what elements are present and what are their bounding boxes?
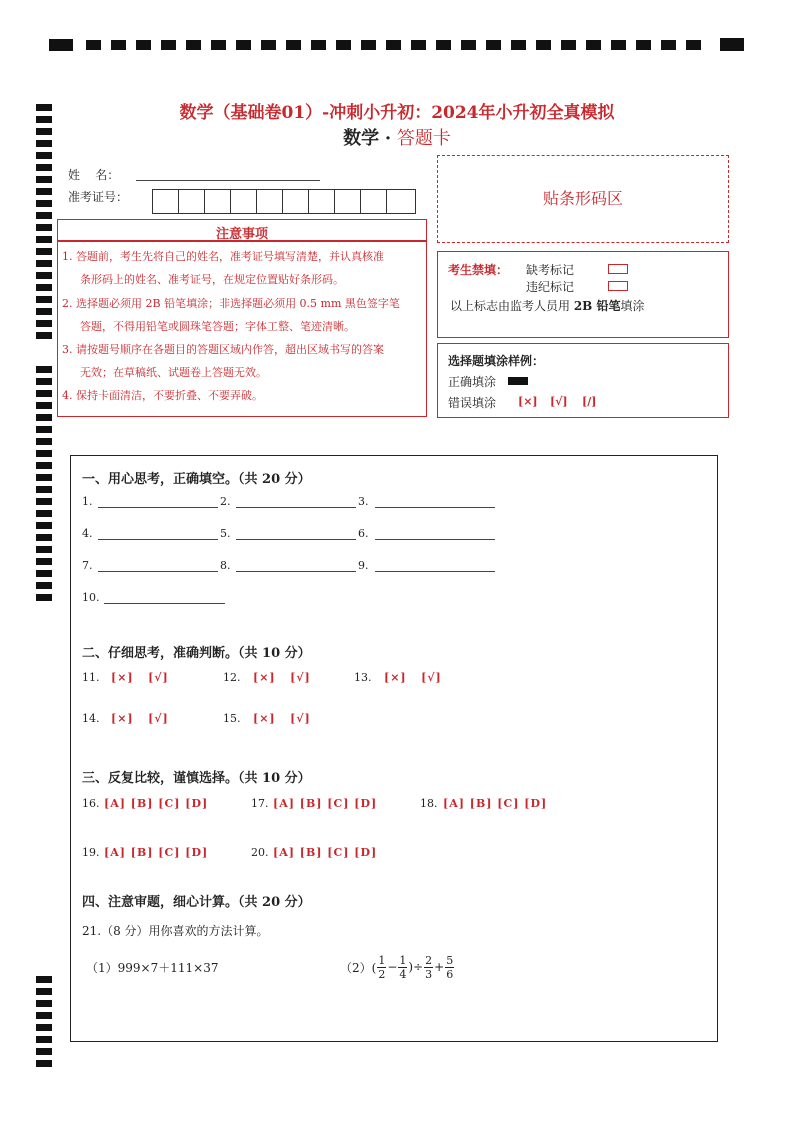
subtitle-answer-card: 答题卡 bbox=[396, 128, 451, 149]
fraction-1-den: 2 bbox=[378, 967, 386, 981]
blank-answer-line[interactable] bbox=[375, 539, 495, 540]
blank-number: 1. bbox=[82, 495, 93, 508]
forbidden-note-pre: 以上标志由监考人员用 bbox=[450, 299, 574, 313]
judge-options[interactable]: [×] [√] bbox=[111, 712, 169, 725]
section-3-title: 三、反复比较，谨慎选择。（共 10 分） bbox=[82, 771, 311, 786]
section-4-title: 四、注意审题，细心计算。（共 20 分） bbox=[82, 895, 311, 910]
fraction-1-num: 1 bbox=[378, 953, 386, 967]
fraction-2-num: 1 bbox=[399, 953, 407, 967]
judge-options[interactable]: [×] [√] bbox=[384, 671, 442, 684]
forbidden-label: 考生禁填： bbox=[448, 263, 509, 277]
fraction-4 bbox=[445, 954, 454, 981]
blank-number: 3. bbox=[358, 495, 369, 508]
exam-id-box[interactable] bbox=[386, 189, 416, 214]
choice-number: 19. bbox=[82, 846, 100, 859]
notes-line: 无效；在草稿纸、试题卷上答题无效。 bbox=[80, 366, 267, 379]
wrong-fill-label: 错误填涂 bbox=[448, 396, 497, 410]
fraction-3-den: 3 bbox=[425, 967, 433, 981]
correct-fill-mark bbox=[508, 377, 528, 385]
wrong-mark-slash: [/] bbox=[582, 395, 597, 408]
choice-options[interactable]: [A] [B] [C] [D] bbox=[104, 846, 209, 859]
sample-title: 选择题填涂样例： bbox=[448, 354, 545, 368]
section-2-title: 二、仔细思考，准确判断。（共 10 分） bbox=[82, 646, 311, 661]
exam-id-box[interactable] bbox=[256, 189, 283, 214]
fraction-4-den: 6 bbox=[446, 967, 454, 981]
blank-answer-line[interactable] bbox=[98, 507, 218, 508]
question-21: 21.（8 分）用你喜欢的方法计算。 bbox=[82, 924, 269, 938]
notes-title: 注意事项 bbox=[215, 227, 268, 242]
blank-answer-line[interactable] bbox=[98, 539, 218, 540]
plus-sign: + bbox=[434, 960, 445, 974]
judge-number: 13. bbox=[354, 671, 372, 684]
fraction-1 bbox=[377, 954, 386, 981]
notes-line: 答题，不得用铅笔或圆珠笔答题；字体工整、笔迹清晰。 bbox=[80, 320, 355, 333]
blank-answer-line[interactable] bbox=[236, 539, 356, 540]
notes-line: 条形码上的姓名、准考证号，在规定位置贴好条形码。 bbox=[80, 273, 344, 286]
choice-options[interactable]: [A] [B] [C] [D] bbox=[273, 846, 378, 859]
exam-id-box[interactable] bbox=[360, 189, 387, 214]
exam-id-label: 准考证号： bbox=[68, 190, 129, 204]
name-label: 姓 名： bbox=[68, 168, 120, 182]
blank-answer-line[interactable] bbox=[104, 603, 225, 604]
exam-id-box[interactable] bbox=[152, 189, 179, 214]
choice-number: 20. bbox=[251, 846, 269, 859]
fraction-2-den: 4 bbox=[399, 967, 407, 981]
sample-box bbox=[437, 343, 729, 418]
choice-options[interactable]: [A] [B] [C] [D] bbox=[443, 797, 548, 810]
notes-line: 3. 请按题号顺序在各题目的答题区域内作答，超出区域书写的答案 bbox=[62, 343, 384, 356]
fraction-3 bbox=[424, 954, 433, 981]
blank-answer-line[interactable] bbox=[236, 571, 356, 572]
choice-number: 16. bbox=[82, 797, 100, 810]
blank-answer-line[interactable] bbox=[375, 571, 495, 572]
judge-options[interactable]: [×] [√] bbox=[253, 671, 311, 684]
notes-line: 1. 答题前，考生先将自己的姓名，准考证号填写清楚，并认真核准 bbox=[62, 250, 384, 263]
exam-id-box[interactable] bbox=[204, 189, 231, 214]
divide-sign: )÷ bbox=[408, 960, 424, 974]
fraction-2 bbox=[398, 954, 407, 981]
blank-number: 5. bbox=[220, 527, 231, 540]
barcode-label: 贴条形码区 bbox=[542, 189, 623, 208]
blank-number: 4. bbox=[82, 527, 93, 540]
page-title: 数学（基础卷01）-冲刺小升初：2024年小升初全真模拟 bbox=[179, 103, 615, 123]
question-21-part-2 bbox=[340, 950, 455, 984]
part2-prefix: （2）( bbox=[340, 960, 377, 975]
notes-title-box bbox=[57, 219, 427, 241]
subtitle-dot: · bbox=[384, 128, 392, 149]
forbidden-note-bold: 2B 铅笔 bbox=[573, 299, 621, 313]
question-21-part-1: （1）999×7＋111×37 bbox=[86, 961, 219, 975]
judge-number: 14. bbox=[82, 712, 100, 725]
blank-number: 7. bbox=[82, 559, 93, 572]
barcode-area bbox=[437, 155, 729, 243]
judge-options[interactable]: [×] [√] bbox=[111, 671, 169, 684]
absent-label: 缺考标记 bbox=[526, 263, 575, 277]
exam-id-box[interactable] bbox=[308, 189, 335, 214]
exam-id-box[interactable] bbox=[282, 189, 309, 214]
choice-number: 17. bbox=[251, 797, 269, 810]
correct-fill-label: 正确填涂 bbox=[448, 375, 497, 389]
blank-number: 2. bbox=[220, 495, 231, 508]
exam-id-box[interactable] bbox=[230, 189, 257, 214]
blank-number: 10. bbox=[82, 591, 100, 604]
blank-number: 6. bbox=[358, 527, 369, 540]
judge-number: 15. bbox=[223, 712, 241, 725]
page-subtitle bbox=[0, 124, 794, 150]
forbidden-note bbox=[450, 297, 645, 314]
judge-options[interactable]: [×] [√] bbox=[253, 712, 311, 725]
blank-number: 9. bbox=[358, 559, 369, 572]
violation-mark-box[interactable] bbox=[608, 281, 628, 291]
choice-options[interactable]: [A] [B] [C] [D] bbox=[104, 797, 209, 810]
violation-label: 违纪标记 bbox=[526, 280, 575, 294]
judge-number: 12. bbox=[223, 671, 241, 684]
forbidden-note-post: 填涂 bbox=[620, 299, 645, 313]
absent-mark-box[interactable] bbox=[608, 264, 628, 274]
subtitle-main: 数学 bbox=[343, 128, 380, 149]
fraction-3-num: 2 bbox=[425, 953, 433, 967]
wrong-mark-check: [√] bbox=[550, 395, 568, 408]
notes-line: 2. 选择题必须用 2B 铅笔填涂；非选择题必须用 0.5 mm 黑色签字笔 bbox=[62, 297, 400, 310]
judge-number: 11. bbox=[82, 671, 100, 684]
choice-number: 18. bbox=[420, 797, 438, 810]
fraction-4-num: 5 bbox=[446, 953, 454, 967]
exam-id-box[interactable] bbox=[334, 189, 361, 214]
name-field[interactable] bbox=[136, 180, 320, 181]
choice-options[interactable]: [A] [B] [C] [D] bbox=[273, 797, 378, 810]
forbidden-box bbox=[437, 251, 729, 338]
blank-answer-line[interactable] bbox=[98, 571, 218, 572]
notes-line: 4. 保持卡面清洁，不要折叠、不要弄破。 bbox=[62, 389, 263, 402]
exam-id-box[interactable] bbox=[178, 189, 205, 214]
blank-answer-line[interactable] bbox=[375, 507, 495, 508]
section-1-title: 一、用心思考，正确填空。（共 20 分） bbox=[82, 472, 311, 487]
blank-number: 8. bbox=[220, 559, 231, 572]
blank-answer-line[interactable] bbox=[236, 507, 356, 508]
wrong-mark-x: [×] bbox=[518, 395, 538, 408]
minus-sign: − bbox=[387, 960, 398, 974]
